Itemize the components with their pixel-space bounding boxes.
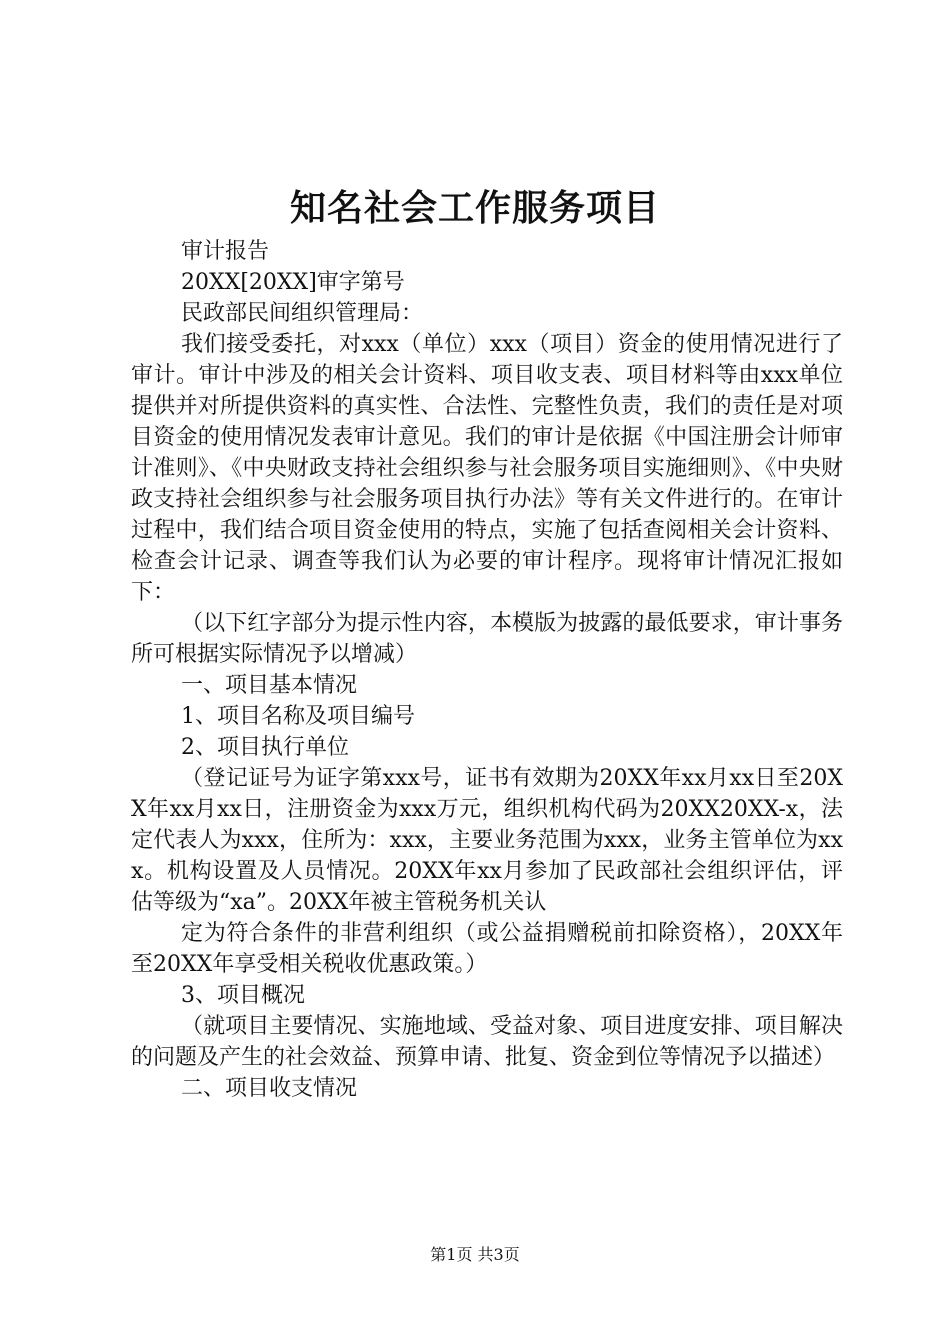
document-body	[131, 236, 843, 1104]
paragraph-red-note: （以下红字部分为提示性内容，本模版为披露的最低要求，审计事务所可根据实际情况予以增减）	[131, 611, 843, 667]
paragraph-report-number: 20XX[20XX]审字第号	[181, 270, 405, 295]
paragraph-addressee: 民政部民间组织管理局：	[181, 301, 424, 326]
heading-project-name: 1、项目名称及项目编号	[181, 704, 415, 729]
paragraph-audit-intro: 我们接受委托，对xxx（单位）xxx（项目）资金的使用情况进行了审计。审计中涉及的相关会计资料、项目收支表、项目材料等由xxx单位提供并对所提供资料的真实性、合法性、完整性负责，我们的责任是对项目资金的使用情况发表审计意见。我们的审计是依据《中国注册会计师审计准则》、《中央财政支持社会组织参与社会服务项目实施细则》、《中央财政支持社会组织参与社会服务项目执行办法》等有关文件进行的。在审计过程中，我们结合项目资金使用的特点，实施了包括查阅相关会计资料、检查会计记录、调查等我们认为必要的审计程序。现将审计情况汇报如下：	[131, 332, 843, 605]
paragraph-unit-details: （登记证号为证字第xxx号，证书有效期为20XX年xx月xx日至20XX年xx月xx日，注册资金为xxx万元，组织机构代码为20XX20XX-x，法定代表人为xxx，住所为：xxx，主要业务范围为xxx，业务主管单位为xxx。机构设置及人员情况。20XX年xx月参加了民政部社会组织评估，评估等级为“xa”。20XX年被主管税务机关认	[131, 766, 843, 915]
document-title: 知名社会工作服务项目	[289, 187, 660, 229]
heading-executing-unit: 2、项目执行单位	[181, 735, 349, 760]
heading-project-basics: 一、项目基本情况	[181, 673, 358, 698]
paragraph-overview-note: （就项目主要情况、实施地域、受益对象、项目进度安排、项目解决的问题及产生的社会效益、预算申请、批复、资金到位等情况予以描述）	[131, 1014, 843, 1070]
page-footer: 第1页 共3页	[430, 1245, 520, 1264]
heading-income-expenditure: 二、项目收支情况	[181, 1076, 358, 1101]
paragraph-audit-report: 审计报告	[181, 239, 270, 264]
heading-project-overview: 3、项目概况	[181, 983, 305, 1008]
paragraph-unit-details-cont: 定为符合条件的非营利组织（或公益捐赠税前扣除资格），20XX年至20XX年享受相关税收优惠政策。）	[131, 921, 843, 977]
